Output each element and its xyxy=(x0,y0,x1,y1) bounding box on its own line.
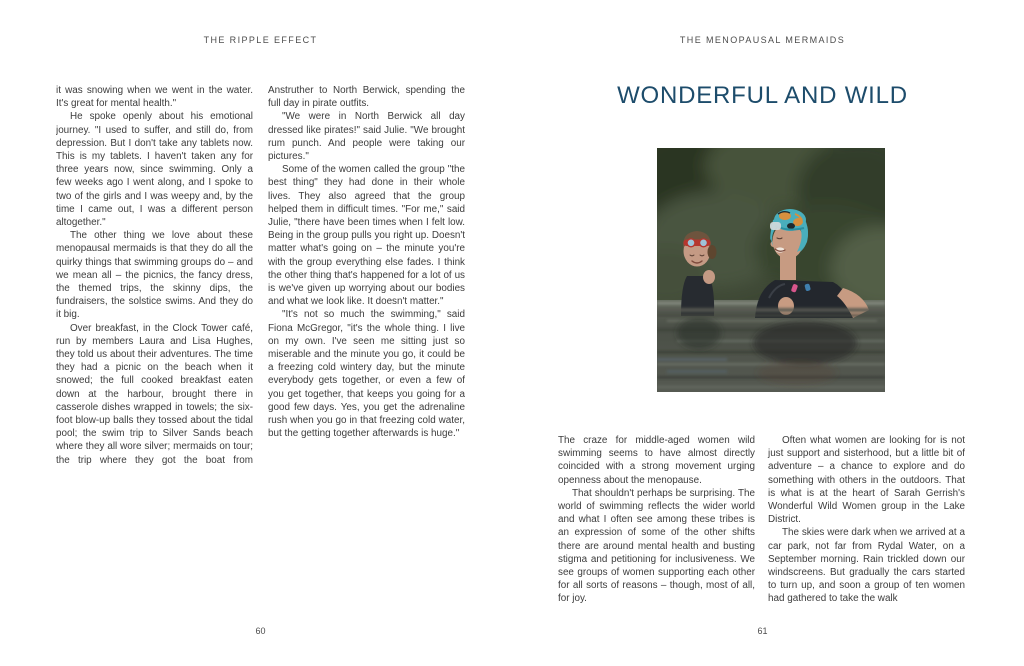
body-paragraph: The other thing we love about these menopausal mermaids is that they do all the quirky things that swimming groups do – and we mean all – the picnics, the fancy dress, the themed trips, the skinny dips, the fundraisers, the solstice swims. And they do it big. xyxy=(56,230,253,321)
left-body-text xyxy=(56,84,465,484)
right-body-text xyxy=(558,434,965,614)
left-running-header: THE RIPPLE EFFECT xyxy=(203,35,318,45)
chapter-title: WONDERFUL AND WILD xyxy=(617,82,908,109)
swimmers-photo-illustration xyxy=(657,148,885,392)
right-page-number: 61 xyxy=(757,626,768,636)
photo-wild-swimmers xyxy=(657,148,885,392)
left-page-number: 60 xyxy=(255,626,266,636)
body-paragraph: "It's not so much the swimming," said Fiona McGregor, "it's the whole thing. I live on my own. I've seen me sitting just so miserable and the minute you go, it could be a freezing cold wintery day, but the minute everybody gets together, or even a few of you get together, that keeps you going for a good few days. Yes, you get the adrenaline rush when you go in that freezing cold water, but the getting together afterwards is huge." xyxy=(268,309,465,440)
right-running-header: THE MENOPAUSAL MERMAIDS xyxy=(679,35,846,45)
body-paragraph: That shouldn't perhaps be surprising. The world of swimming reflects the wider world and what I often see among these tribes is an expression of some of the other shifts there are around mental health and busting stigma and petitioning for inclusiveness. We see groups of women supporting each other for all sorts of reasons – though, most of all, for joy. xyxy=(558,487,755,605)
body-paragraph: it was snowing when we went in the water. It's great for mental health." xyxy=(56,85,253,110)
body-paragraph: The skies were dark when we arrived at a car park, not far from Rydal Water, on a September morning. Rain trickled down our windscreens. But gradually the cars started to turn up, and soon a group of ten women had gathered to take the walk xyxy=(768,527,965,605)
body-paragraph: The craze for middle-aged women wild swimming seems to have almost directly coincided with a strong movement urging openness about the menopause. xyxy=(558,435,755,486)
body-paragraph: "We were in North Berwick all day dressed like pirates!" said Julie. "We brought rum punch. And people were taking our pictures." xyxy=(268,111,465,163)
body-paragraph: Some of the women called the group "the best thing" they had done in their whole lives. They also agreed that the group helped them in difficult times. "For me," said Julie, "there have been times when I felt low. Being in the group pulls you right up. Doesn't matter what's going on – the minute you're with the group everything else fades. I think the other thing that's happened for a lot of us is we've given up worrying about our bodies and what we look like. It doesn't matter." xyxy=(268,164,465,308)
body-paragraph: He spoke openly about his emotional journey. "I used to suffer, and still do, from depression. But I don't take any tablets now. This is my tablets. I haven't taken any for three years now, since swimming. Only a few weeks ago I went along, and I spoke to two of the girls and I was weepy and, by the time I came out, I was a different person altogether." xyxy=(56,111,253,229)
right-page xyxy=(512,0,1024,666)
body-paragraph: Over breakfast, in the Clock Tower café, run by members Laura and Lisa Hughes, they told us about their adventures. The time they had a picnic on the beach when it snowed; the full cooked breakfast eaten down at the harbour, brought there in casserole dishes wrapped in towels; the six-foot blow-up balls they tossed about the tidal pool; the swim trip to Silver Sands beach where they all wore silver; mermaids on tour; the trip where they got the boat from Anstruther to North Berwick, spending the full day in pirate outfits. xyxy=(56,85,465,466)
body-paragraph: Often what women are looking for is not just support and sisterhood, but a little bit of adventure – a chance to explore and do something with others in the outdoors. That is what is at the heart of Sarah Gerrish's Wonderful Wild Women group in the Lake District. xyxy=(768,435,965,526)
